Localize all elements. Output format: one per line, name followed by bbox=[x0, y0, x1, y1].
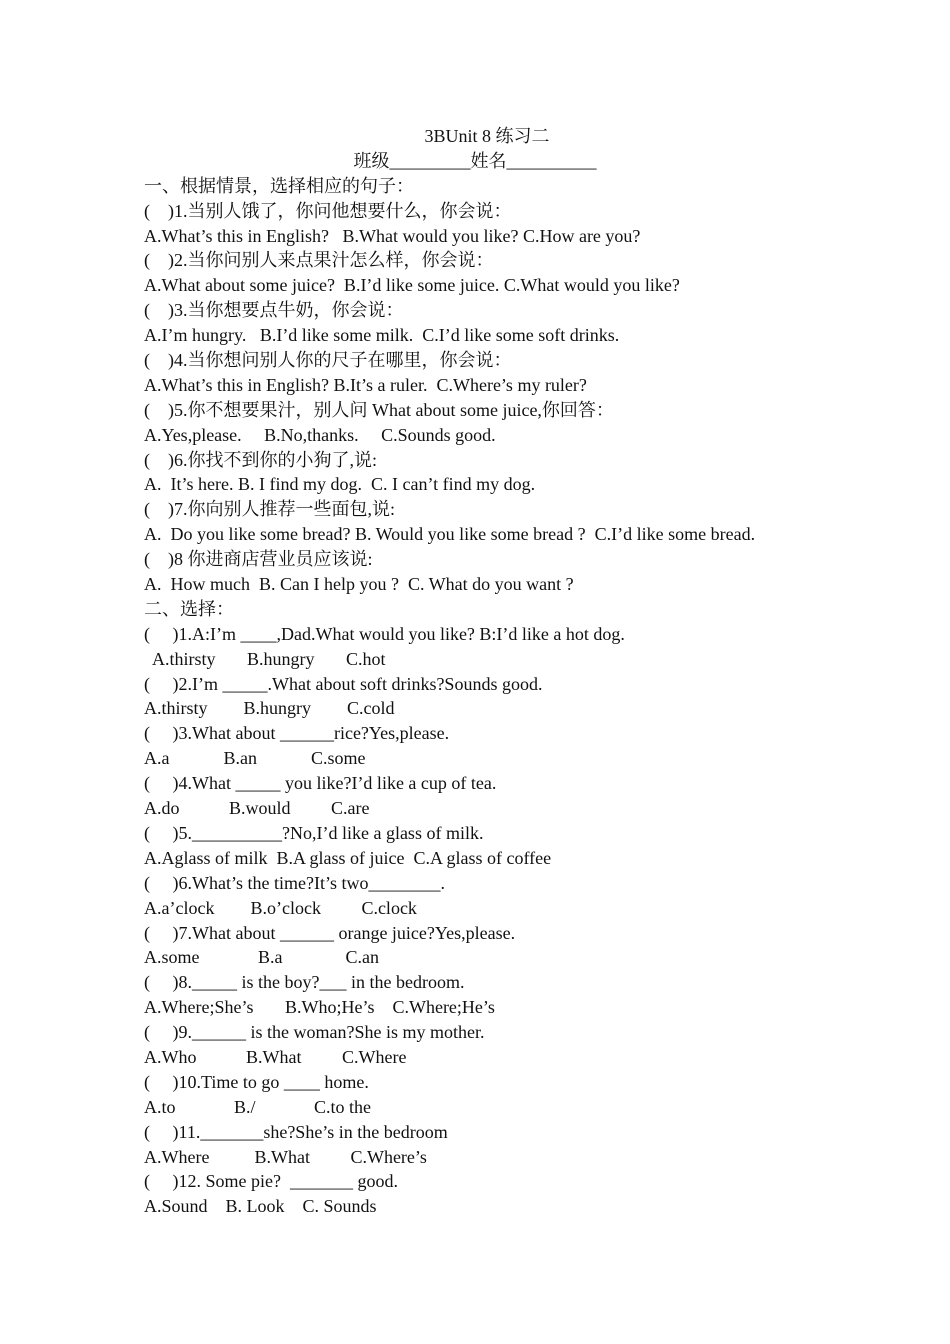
worksheet-line: ( )10.Time to go ____ home. bbox=[144, 1071, 369, 1092]
worksheet-line: A.some B.a C.an bbox=[144, 947, 379, 968]
worksheet-line: A.a’clock B.o’clock C.clock bbox=[144, 897, 417, 918]
worksheet-line: A.What’s this in English? B.It’s a ruler. C.Where’s my ruler? bbox=[144, 374, 587, 395]
worksheet-line: A.I’m hungry. B.I’d like some milk. C.I’d like some soft drinks. bbox=[144, 325, 620, 346]
worksheet-line: A.to B./ C.to the bbox=[144, 1096, 372, 1117]
worksheet-line: ( )9.______ is the woman?She is my mother. bbox=[144, 1022, 485, 1043]
worksheet-line: ( )4.What _____ you like?I’d like a cup of tea. bbox=[144, 773, 497, 794]
worksheet-line: ( )12. Some pie? _______ good. bbox=[144, 1171, 398, 1192]
worksheet-content bbox=[144, 124, 864, 1219]
worksheet-line: A.Aglass of milk B.A glass of juice C.A glass of coffee bbox=[144, 847, 552, 868]
worksheet-line: A.a B.an C.some bbox=[144, 748, 366, 769]
worksheet-line: ( )2.I’m _____.What about soft drinks?Sounds good. bbox=[144, 673, 543, 694]
worksheet-line: ( )6.你找不到你的小狗了,说: bbox=[144, 449, 377, 470]
worksheet-line: ( )1.当别人饿了，你问他想要什么，你会说： bbox=[144, 200, 512, 221]
worksheet-line: A.thirsty B.hungry C.hot bbox=[144, 648, 386, 669]
class-name-fields: 班级_________姓名__________ bbox=[353, 150, 597, 171]
worksheet-line: A. Do you like some bread? B. Would you like some bread ? C.I’d like some bread. bbox=[144, 524, 756, 545]
worksheet-line: A.thirsty B.hungry C.cold bbox=[144, 698, 395, 719]
worksheet-line: A.What’s this in English? B.What would you like? C.How are you? bbox=[144, 225, 641, 246]
worksheet-line: ( )2.当你问别人来点果汁怎么样，你会说： bbox=[144, 250, 494, 271]
worksheet-line: ( )6.What’s the time?It’s two________. bbox=[144, 872, 445, 893]
question-list bbox=[144, 174, 864, 1219]
worksheet-line: ( )5.你不想要果汁，别人问 What about some juice,你回答： bbox=[144, 399, 614, 420]
worksheet-line: ( )7.你向别人推荐一些面包,说: bbox=[144, 499, 395, 520]
worksheet-line: A.Where B.What C.Where’s bbox=[144, 1146, 427, 1167]
worksheet-line: ( )4.当你想问别人你的尺子在哪里，你会说： bbox=[144, 350, 512, 371]
worksheet-line: 二、选择： bbox=[144, 598, 234, 619]
worksheet-line: ( )8._____ is the boy?___ in the bedroom. bbox=[144, 972, 465, 993]
worksheet-title: 3BUnit 8 练习二 bbox=[424, 126, 550, 146]
worksheet-line: ( )8 你进商店营业员应该说: bbox=[144, 549, 373, 570]
worksheet-line: A.Sound B. Look C. Sounds bbox=[144, 1196, 377, 1217]
worksheet-line: ( )3.What about ______rice?Yes,please. bbox=[144, 723, 450, 744]
worksheet-line: A. It’s here. B. I find my dog. C. I can’t find my dog. bbox=[144, 474, 536, 495]
worksheet-line: 一、根据情景，选择相应的句子： bbox=[144, 175, 414, 196]
worksheet-line: A.Where;She’s B.Who;He’s C.Where;He’s bbox=[144, 997, 495, 1018]
worksheet-line: A.do B.would C.are bbox=[144, 798, 370, 819]
worksheet-line: ( )5.__________?No,I’d like a glass of milk. bbox=[144, 822, 484, 843]
worksheet-line: ( )7.What about ______ orange juice?Yes,please. bbox=[144, 922, 516, 943]
worksheet-line: A. How much B. Can I help you ? C. What do you want ? bbox=[144, 574, 574, 595]
worksheet-line: A.Yes,please. B.No,thanks. C.Sounds good. bbox=[144, 424, 496, 445]
worksheet-line: A.What about some juice? B.I’d like some juice. C.What would you like? bbox=[144, 275, 680, 296]
worksheet-line: ( )11._______she?She’s in the bedroom bbox=[144, 1121, 448, 1142]
worksheet-line: ( )1.A:I’m ____,Dad.What would you like? B:I’d like a hot dog. bbox=[144, 623, 625, 644]
worksheet-line: A.Who B.What C.Where bbox=[144, 1046, 407, 1067]
worksheet-line: ( )3.当你想要点牛奶，你会说： bbox=[144, 300, 404, 321]
